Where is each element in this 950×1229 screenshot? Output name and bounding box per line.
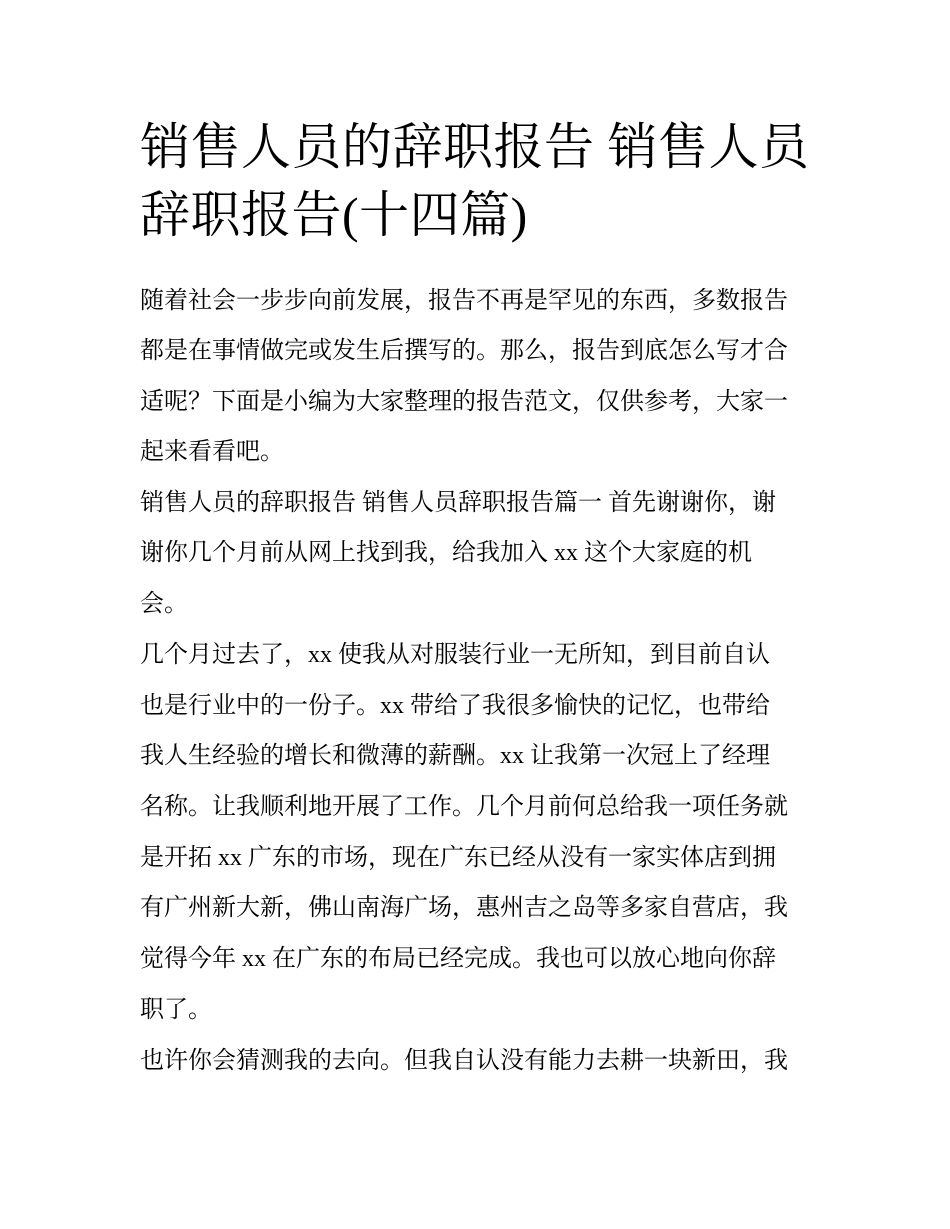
title-line-1: 销售人员的辞职报告 销售人员 — [140, 119, 810, 175]
body-line: 会。 — [140, 591, 188, 617]
body-line: 名称。让我顺利地开展了工作。几个月前何总给我一项任务就 — [140, 794, 788, 820]
body-line: 我人生经验的增长和微薄的薪酬。xx 让我第一次冠上了经理 — [140, 743, 770, 769]
body-line: 也是行业中的一份子。xx 带给了我很多愉快的记忆，也带给 — [140, 693, 770, 719]
body-line: 几个月过去了，xx 使我从对服装行业一无所知，到目前自认 — [140, 642, 770, 668]
body-line: 有广州新大新，佛山南海广场，惠州吉之岛等多家自营店，我 — [140, 895, 788, 921]
title-line-2: 辞职报告(十四篇) — [140, 187, 528, 243]
body-line: 适呢？下面是小编为大家整理的报告范文，仅供参考，大家一 — [140, 389, 788, 415]
body-line: 职了。 — [140, 997, 212, 1023]
body-line: 起来看看吧。 — [140, 439, 284, 465]
body-line: 是开拓 xx 广东的市场，现在广东已经从没有一家实体店到拥 — [140, 845, 776, 871]
body-line: 也许你会猜测我的去向。但我自认没有能力去耕一块新田，我 — [140, 1048, 788, 1074]
document-title — [140, 113, 820, 249]
body-line: 随着社会一步步向前发展，报告不再是罕见的东西，多数报告 — [140, 288, 788, 314]
body-line: 谢你几个月前从网上找到我，给我加入 xx 这个大家庭的机 — [140, 540, 752, 566]
body-line: 销售人员的辞职报告 销售人员辞职报告篇一 首先谢谢你，谢 — [140, 490, 776, 516]
body-line: 都是在事情做完或发生后撰写的。那么，报告到底怎么写才合 — [140, 338, 788, 364]
body-line: 觉得今年 xx 在广东的布局已经完成。我也可以放心地向你辞 — [140, 946, 776, 972]
